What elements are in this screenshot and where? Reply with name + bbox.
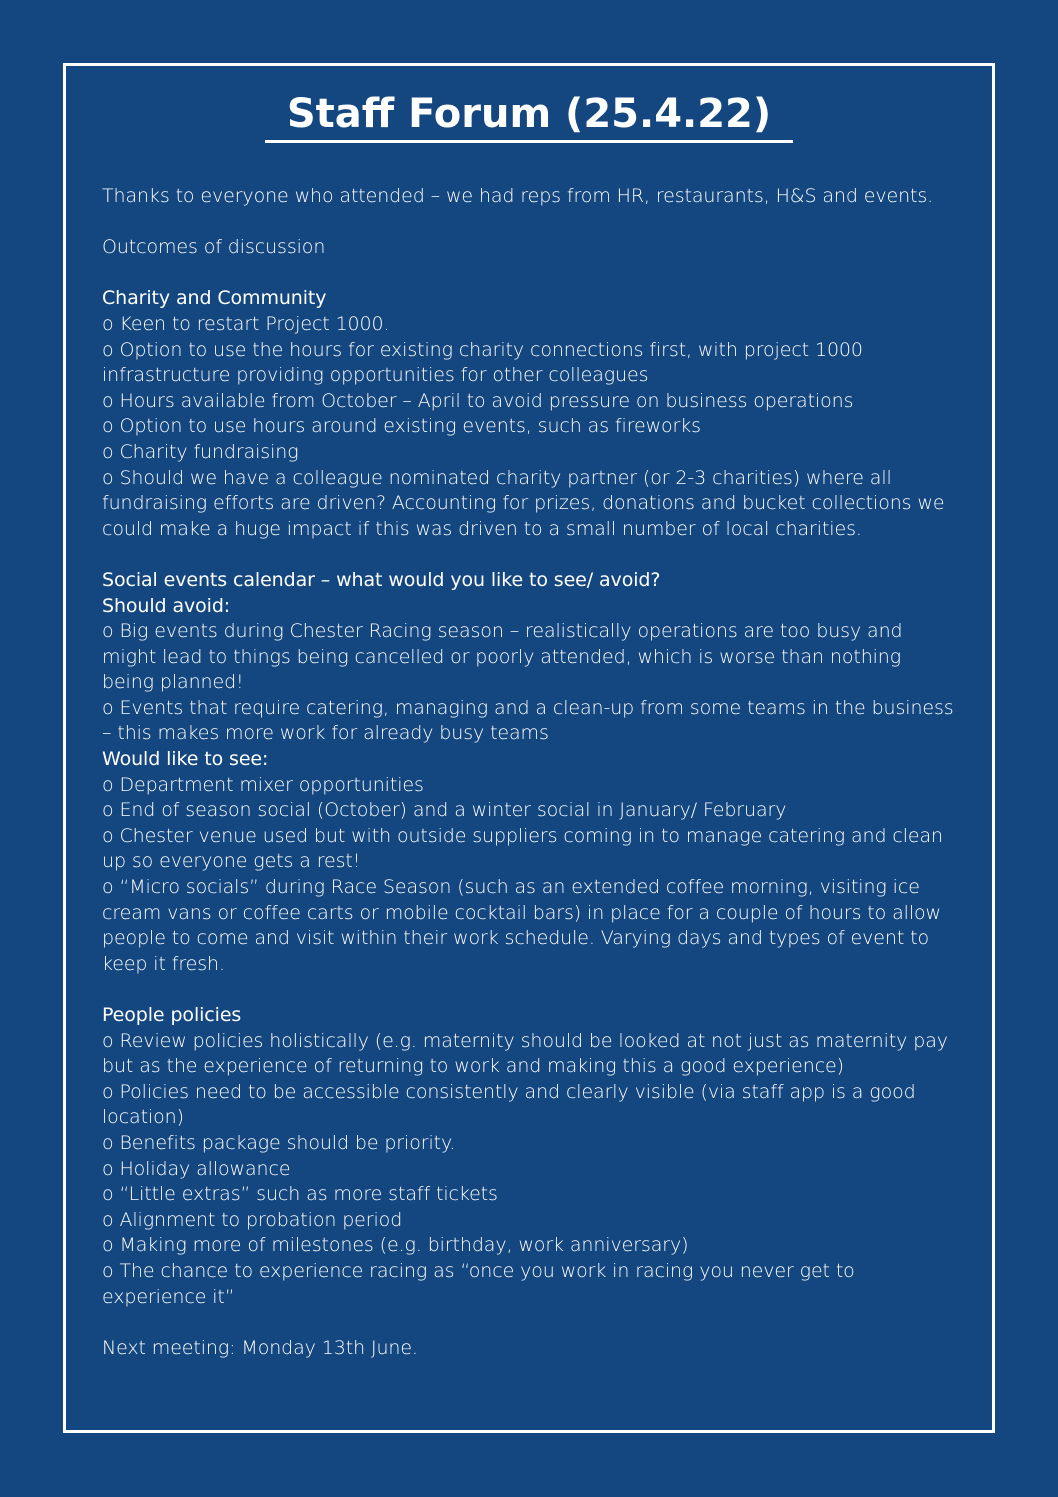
list-item: o Charity fundraising <box>102 440 299 463</box>
list-item: o Making more of milestones (e.g. birthday, work anniversary) <box>102 1234 689 1257</box>
see-subheading: Would like to see: <box>102 748 269 771</box>
list-item: o Holiday allowance <box>102 1157 291 1180</box>
next-meeting: Next meeting: Monday 13th June. <box>102 1336 418 1359</box>
spacer <box>102 210 957 236</box>
list-item: o “Micro socials” during Race Season (such as an extended coffee morning, visiting ice cream vans or coffee carts or mobile cocktail bars) in place for a couple of hours to allow people to come and visit within their work schedule. Varying days and types of event to keep it fresh. <box>102 876 941 975</box>
list-item: o Option to use the hours for existing charity connections first, with project 1000 infrastructure providing opportunities for other colleagues <box>102 338 863 387</box>
social-heading: Social events calendar – what would you like to see/ avoid? <box>102 568 661 591</box>
list-item: o Benefits package should be priority. <box>102 1131 456 1154</box>
charity-section <box>102 286 957 542</box>
social-section <box>102 568 957 978</box>
intro-paragraph: Thanks to everyone who attended – we had reps from HR, restaurants, H&S and events. <box>102 185 934 207</box>
list-item: o Hours available from October – April to avoid pressure on business operations <box>102 389 854 412</box>
charity-heading: Charity and Community <box>102 287 327 310</box>
avoid-subheading: Should avoid: <box>102 594 231 617</box>
outcomes-heading: Outcomes of discussion <box>102 236 326 259</box>
spacer <box>102 977 957 1003</box>
list-item: o Big events during Chester Racing season – realistically operations are too busy and might lead to things being cancelled or poorly attended, which is worse than nothing being planned! <box>102 620 903 694</box>
list-item: o “Little extras” such as more staff tickets <box>102 1183 498 1206</box>
spacer <box>102 1310 957 1336</box>
people-heading: People policies <box>102 1004 242 1026</box>
list-item: o Review policies holistically (e.g. maternity should be looked at not just as maternity pay but as the experience of returning to work and making this a good experience) <box>102 1029 948 1078</box>
spacer <box>102 542 957 568</box>
list-item: o Keen to restart Project 1000. <box>102 312 390 335</box>
spacer <box>102 261 957 287</box>
page-title-text: Staff Forum (25.4.22) <box>265 88 793 143</box>
page-title <box>0 88 1058 143</box>
list-item: o End of season social (October) and a winter social in January/ February <box>102 799 787 822</box>
list-item: o Department mixer opportunities <box>102 773 424 796</box>
list-item: o Alignment to probation period <box>102 1208 403 1231</box>
document-body <box>102 184 957 1361</box>
list-item: o The chance to experience racing as “once you work in racing you never get to experience it” <box>102 1259 855 1308</box>
list-item: o Option to use hours around existing events, such as fireworks <box>102 415 701 438</box>
people-section <box>102 1003 957 1310</box>
list-item: o Chester venue used but with outside suppliers coming in to manage catering and clean up so everyone gets a rest! <box>102 824 943 873</box>
list-item: o Policies need to be accessible consistently and clearly visible (via staff app is a good location) <box>102 1080 916 1129</box>
list-item: o Should we have a colleague nominated charity partner (or 2-3 charities) where all fundraising efforts are driven? Accounting for prizes, donations and bucket collections we could make a huge impact if this was driven to a small number of local charities. <box>102 466 945 540</box>
list-item: o Events that require catering, managing and a clean-up from some teams in the business – this makes more work for already busy teams <box>102 696 954 745</box>
